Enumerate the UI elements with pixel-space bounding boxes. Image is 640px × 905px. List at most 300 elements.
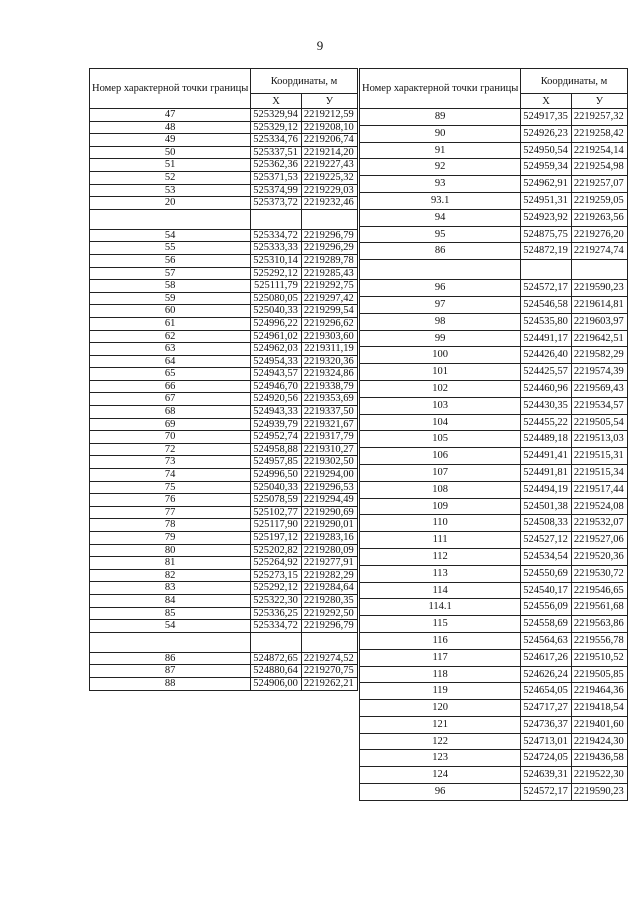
table-row [360, 448, 628, 465]
point-number-cell: 66 [90, 380, 251, 393]
coordinates-table-right [359, 68, 628, 801]
x-coordinate-cell: 524943,33 [251, 406, 302, 419]
x-coordinate-cell: 524491,81 [521, 464, 572, 481]
x-coordinate-cell: 524958,88 [251, 443, 302, 456]
point-number-cell: 20 [90, 197, 251, 210]
x-coordinate-cell: 525334,72 [251, 229, 302, 242]
y-coordinate-cell: 2219522,30 [571, 767, 627, 784]
point-number-cell: 79 [90, 532, 251, 545]
point-number-cell: 116 [360, 632, 521, 649]
point-number-cell: 121 [360, 716, 521, 733]
y-coordinate-cell: 2219582,29 [571, 347, 627, 364]
y-coordinate-cell [571, 260, 627, 280]
table-row [360, 330, 628, 347]
table-row [360, 666, 628, 683]
x-coordinate-cell: 524572,17 [521, 280, 572, 297]
coordinates-header: Координаты, м [251, 69, 358, 94]
y-coordinate-cell: 2219320,36 [301, 355, 357, 368]
point-number-cell: 105 [360, 431, 521, 448]
x-coordinate-cell: 524926,23 [521, 125, 572, 142]
point-number-cell: 60 [90, 305, 251, 318]
point-number-cell: 78 [90, 519, 251, 532]
x-coordinate-cell: 524639,31 [521, 767, 572, 784]
y-coordinate-cell: 2219290,01 [301, 519, 357, 532]
table-row [90, 229, 358, 242]
y-coordinate-cell: 2219563,86 [571, 616, 627, 633]
point-number-cell: 55 [90, 242, 251, 255]
x-coordinate-cell: 525371,53 [251, 171, 302, 184]
table-row [90, 632, 358, 652]
y-coordinate-cell: 2219524,08 [571, 498, 627, 515]
x-coordinate-cell: 524626,24 [521, 666, 572, 683]
table-row [90, 677, 358, 690]
y-coordinate-cell: 2219614,81 [571, 296, 627, 313]
point-number-cell: 52 [90, 171, 251, 184]
x-coordinate-cell: 525102,77 [251, 506, 302, 519]
point-number-cell: 119 [360, 683, 521, 700]
y-coordinate-cell: 2219310,27 [301, 443, 357, 456]
point-number-cell: 77 [90, 506, 251, 519]
point-number-cell: 70 [90, 431, 251, 444]
y-coordinate-cell: 2219337,50 [301, 406, 357, 419]
x-coordinate-cell: 524875,75 [521, 226, 572, 243]
y-coordinate-cell: 2219296,53 [301, 481, 357, 494]
x-coordinate-cell: 524996,22 [251, 317, 302, 330]
table-row [90, 620, 358, 633]
y-coordinate-cell: 2219546,65 [571, 582, 627, 599]
x-coordinate-cell: 524917,35 [521, 109, 572, 126]
table-row [360, 125, 628, 142]
point-number-header: Номер характерной точки границы [360, 69, 521, 109]
table-row [90, 431, 358, 444]
table-row [90, 254, 358, 267]
x-coordinate-cell: 524923,92 [521, 209, 572, 226]
y-coordinate-cell: 2219353,69 [301, 393, 357, 406]
x-coordinate-cell: 524572,17 [521, 784, 572, 801]
table-row [360, 414, 628, 431]
point-number-cell: 56 [90, 254, 251, 267]
point-number-cell: 122 [360, 733, 521, 750]
table-row [90, 292, 358, 305]
point-number-cell: 113 [360, 565, 521, 582]
table-row [90, 544, 358, 557]
point-number-cell: 84 [90, 594, 251, 607]
table-row [90, 557, 358, 570]
point-number-cell: 114.1 [360, 599, 521, 616]
table-row [90, 197, 358, 210]
y-coordinate-cell: 2219254,14 [571, 142, 627, 159]
y-coordinate-cell: 2219283,16 [301, 532, 357, 545]
table-row [90, 280, 358, 293]
point-number-cell: 94 [360, 209, 521, 226]
y-coordinate-cell: 2219292,50 [301, 607, 357, 620]
table-row [360, 159, 628, 176]
point-number-cell: 59 [90, 292, 251, 305]
point-number-cell: 85 [90, 607, 251, 620]
table-row [90, 532, 358, 545]
x-coordinate-cell: 524494,19 [521, 481, 572, 498]
y-coordinate-cell [301, 632, 357, 652]
y-coordinate-cell: 2219274,52 [301, 652, 357, 665]
x-coordinate-cell: 524959,34 [521, 159, 572, 176]
table-row [90, 665, 358, 678]
y-coordinate-cell: 2219338,79 [301, 380, 357, 393]
table-row [360, 582, 628, 599]
point-number-cell: 96 [360, 280, 521, 297]
x-coordinate-cell: 524962,03 [251, 343, 302, 356]
point-number-cell: 49 [90, 134, 251, 147]
x-coordinate-cell: 524957,85 [251, 456, 302, 469]
table-row [90, 184, 358, 197]
table-row [90, 469, 358, 482]
x-coordinate-cell: 525292,12 [251, 582, 302, 595]
point-number-cell: 106 [360, 448, 521, 465]
point-number-cell: 76 [90, 494, 251, 507]
y-header: У [301, 94, 357, 109]
y-coordinate-cell: 2219527,06 [571, 532, 627, 549]
y-coordinate-cell: 2219277,91 [301, 557, 357, 570]
point-number-cell: 124 [360, 767, 521, 784]
table-row [90, 582, 358, 595]
point-number-cell: 75 [90, 481, 251, 494]
point-number-cell: 87 [90, 665, 251, 678]
y-coordinate-cell: 2219418,54 [571, 700, 627, 717]
y-coordinate-cell: 2219257,07 [571, 176, 627, 193]
point-number-cell: 111 [360, 532, 521, 549]
y-coordinate-cell: 2219254,98 [571, 159, 627, 176]
x-coordinate-cell: 525111,79 [251, 280, 302, 293]
x-coordinate-cell: 525292,12 [251, 267, 302, 280]
x-coordinate-cell [251, 632, 302, 652]
table-row [360, 464, 628, 481]
y-coordinate-cell: 2219642,51 [571, 330, 627, 347]
point-number-cell: 82 [90, 569, 251, 582]
x-coordinate-cell: 524939,79 [251, 418, 302, 431]
y-coordinate-cell: 2219227,43 [301, 159, 357, 172]
x-coordinate-cell: 524534,54 [521, 548, 572, 565]
table-row [90, 443, 358, 456]
x-coordinate-cell: 525117,90 [251, 519, 302, 532]
table-row [360, 142, 628, 159]
y-coordinate-cell: 2219229,03 [301, 184, 357, 197]
y-coordinate-cell: 2219317,79 [301, 431, 357, 444]
point-number-cell: 86 [360, 243, 521, 260]
table-row [90, 494, 358, 507]
x-header: X [521, 94, 572, 109]
point-number-cell: 96 [360, 784, 521, 801]
point-number-cell: 58 [90, 280, 251, 293]
x-coordinate-cell: 524943,57 [251, 368, 302, 381]
table-row [360, 481, 628, 498]
table-row [90, 607, 358, 620]
x-coordinate-cell: 524713,01 [521, 733, 572, 750]
table-row [360, 649, 628, 666]
table-row [90, 519, 358, 532]
x-coordinate-cell: 524426,40 [521, 347, 572, 364]
point-number-cell: 73 [90, 456, 251, 469]
point-number-cell: 47 [90, 109, 251, 122]
table-row [360, 176, 628, 193]
y-coordinate-cell: 2219296,62 [301, 317, 357, 330]
point-number-cell: 118 [360, 666, 521, 683]
table-row [90, 380, 358, 393]
x-coordinate-cell: 525329,12 [251, 121, 302, 134]
y-coordinate-cell: 2219321,67 [301, 418, 357, 431]
point-number-cell: 80 [90, 544, 251, 557]
y-coordinate-cell: 2219294,00 [301, 469, 357, 482]
y-coordinate-cell: 2219276,20 [571, 226, 627, 243]
y-coordinate-cell: 2219561,68 [571, 599, 627, 616]
point-number-cell: 65 [90, 368, 251, 381]
y-coordinate-cell: 2219258,42 [571, 125, 627, 142]
point-number-cell: 91 [360, 142, 521, 159]
x-coordinate-cell: 524950,54 [521, 142, 572, 159]
table-row [360, 767, 628, 784]
point-number-cell: 93 [360, 176, 521, 193]
y-coordinate-cell: 2219289,78 [301, 254, 357, 267]
point-number-cell: 88 [90, 677, 251, 690]
y-coordinate-cell: 2219225,32 [301, 171, 357, 184]
x-coordinate-cell: 525337,51 [251, 146, 302, 159]
point-number-cell: 120 [360, 700, 521, 717]
y-coordinate-cell: 2219532,07 [571, 515, 627, 532]
x-coordinate-cell: 525080,05 [251, 292, 302, 305]
x-coordinate-cell: 524872,19 [521, 243, 572, 260]
x-coordinate-cell: 524491,17 [521, 330, 572, 347]
point-number-cell: 68 [90, 406, 251, 419]
x-coordinate-cell: 524540,17 [521, 582, 572, 599]
x-coordinate-cell: 525329,94 [251, 109, 302, 122]
x-coordinate-cell: 525322,30 [251, 594, 302, 607]
table-row [90, 134, 358, 147]
point-number-cell: 48 [90, 121, 251, 134]
x-coordinate-cell: 525362,36 [251, 159, 302, 172]
x-coordinate-cell: 524527,12 [521, 532, 572, 549]
point-number-cell: 100 [360, 347, 521, 364]
point-number-cell: 97 [360, 296, 521, 313]
x-coordinate-cell: 524724,05 [521, 750, 572, 767]
y-coordinate-cell: 2219294,49 [301, 494, 357, 507]
left-table-body [90, 109, 358, 691]
point-number-cell: 74 [90, 469, 251, 482]
x-coordinate-cell: 524717,27 [521, 700, 572, 717]
table-row [90, 368, 358, 381]
y-coordinate-cell: 2219510,52 [571, 649, 627, 666]
table-row [360, 397, 628, 414]
x-coordinate-cell: 525040,33 [251, 481, 302, 494]
y-coordinate-cell: 2219296,29 [301, 242, 357, 255]
x-coordinate-cell: 525202,82 [251, 544, 302, 557]
x-header: X [251, 94, 302, 109]
y-coordinate-cell [301, 209, 357, 229]
x-coordinate-cell: 524951,31 [521, 192, 572, 209]
table-row [360, 683, 628, 700]
point-number-cell: 104 [360, 414, 521, 431]
y-coordinate-cell: 2219574,39 [571, 364, 627, 381]
y-coordinate-cell: 2219401,60 [571, 716, 627, 733]
table-row [360, 226, 628, 243]
point-number-cell: 50 [90, 146, 251, 159]
table-row [90, 242, 358, 255]
point-number-cell: 51 [90, 159, 251, 172]
x-coordinate-cell: 525334,72 [251, 620, 302, 633]
x-coordinate-cell: 524430,35 [521, 397, 572, 414]
table-row [360, 192, 628, 209]
x-coordinate-cell: 525078,59 [251, 494, 302, 507]
x-coordinate-cell: 524920,56 [251, 393, 302, 406]
x-coordinate-cell: 524872,65 [251, 652, 302, 665]
point-number-cell: 92 [360, 159, 521, 176]
x-coordinate-cell: 524564,63 [521, 632, 572, 649]
point-number-cell: 112 [360, 548, 521, 565]
point-number-cell: 67 [90, 393, 251, 406]
y-coordinate-cell: 2219280,35 [301, 594, 357, 607]
y-coordinate-cell: 2219262,21 [301, 677, 357, 690]
table-row [360, 243, 628, 260]
coordinates-table-left [89, 68, 358, 691]
x-coordinate-cell: 524491,41 [521, 448, 572, 465]
point-number-cell: 93.1 [360, 192, 521, 209]
point-number-cell: 61 [90, 317, 251, 330]
page-number: 9 [316, 38, 324, 53]
table-row [90, 393, 358, 406]
table-row [90, 267, 358, 280]
x-coordinate-cell: 525374,99 [251, 184, 302, 197]
table-row [360, 784, 628, 801]
y-coordinate-cell: 2219464,36 [571, 683, 627, 700]
table-row [90, 121, 358, 134]
table-row [360, 716, 628, 733]
point-number-cell: 64 [90, 355, 251, 368]
y-coordinate-cell: 2219212,59 [301, 109, 357, 122]
table-row [360, 515, 628, 532]
table-row [90, 305, 358, 318]
point-number-cell: 90 [360, 125, 521, 142]
y-coordinate-cell: 2219285,43 [301, 267, 357, 280]
x-coordinate-cell: 525264,92 [251, 557, 302, 570]
x-coordinate-cell: 524558,69 [521, 616, 572, 633]
x-coordinate-cell: 524501,38 [521, 498, 572, 515]
point-number-cell: 109 [360, 498, 521, 515]
point-number-cell: 89 [360, 109, 521, 126]
x-coordinate-cell: 524736,37 [521, 716, 572, 733]
y-coordinate-cell: 2219280,09 [301, 544, 357, 557]
point-number-cell [360, 260, 521, 280]
y-coordinate-cell: 2219270,75 [301, 665, 357, 678]
x-coordinate-cell: 524508,33 [521, 515, 572, 532]
y-coordinate-cell: 2219274,74 [571, 243, 627, 260]
coordinates-header: Координаты, м [521, 69, 628, 94]
point-number-cell: 62 [90, 330, 251, 343]
y-coordinate-cell: 2219515,31 [571, 448, 627, 465]
table-row [90, 109, 358, 122]
y-coordinate-cell: 2219290,69 [301, 506, 357, 519]
y-coordinate-cell: 2219505,85 [571, 666, 627, 683]
table-row [90, 355, 358, 368]
point-number-cell: 101 [360, 364, 521, 381]
table-row [360, 632, 628, 649]
point-number-header: Номер характерной точки границы [90, 69, 251, 109]
x-coordinate-cell: 525197,12 [251, 532, 302, 545]
x-coordinate-cell: 524654,05 [521, 683, 572, 700]
x-coordinate-cell: 524946,70 [251, 380, 302, 393]
point-number-cell: 110 [360, 515, 521, 532]
x-coordinate-cell: 524425,57 [521, 364, 572, 381]
x-coordinate-cell [251, 209, 302, 229]
x-coordinate-cell: 524489,18 [521, 431, 572, 448]
x-coordinate-cell: 525273,15 [251, 569, 302, 582]
y-coordinate-cell: 2219515,34 [571, 464, 627, 481]
y-coordinate-cell: 2219517,44 [571, 481, 627, 498]
y-coordinate-cell: 2219296,79 [301, 229, 357, 242]
x-coordinate-cell: 525040,33 [251, 305, 302, 318]
table-row [90, 209, 358, 229]
y-coordinate-cell: 2219208,10 [301, 121, 357, 134]
y-coordinate-cell: 2219292,75 [301, 280, 357, 293]
y-coordinate-cell: 2219296,79 [301, 620, 357, 633]
table-row [90, 569, 358, 582]
y-coordinate-cell: 2219214,20 [301, 146, 357, 159]
table-row [360, 733, 628, 750]
x-coordinate-cell: 524455,22 [521, 414, 572, 431]
point-number-cell: 117 [360, 649, 521, 666]
table-row [360, 347, 628, 364]
x-coordinate-cell: 524996,50 [251, 469, 302, 482]
y-coordinate-cell: 2219259,05 [571, 192, 627, 209]
point-number-cell: 115 [360, 616, 521, 633]
table-row [90, 146, 358, 159]
table-row [360, 260, 628, 280]
y-coordinate-cell: 2219263,56 [571, 209, 627, 226]
table-row [360, 750, 628, 767]
point-number-cell: 83 [90, 582, 251, 595]
y-coordinate-cell: 2219424,30 [571, 733, 627, 750]
table-row [90, 594, 358, 607]
table-row [90, 317, 358, 330]
y-coordinate-cell: 2219590,23 [571, 784, 627, 801]
table-row [360, 599, 628, 616]
point-number-cell: 95 [360, 226, 521, 243]
y-coordinate-cell: 2219436,58 [571, 750, 627, 767]
y-coordinate-cell: 2219324,86 [301, 368, 357, 381]
point-number-cell: 107 [360, 464, 521, 481]
y-coordinate-cell: 2219257,32 [571, 109, 627, 126]
table-row [90, 330, 358, 343]
x-coordinate-cell: 524954,33 [251, 355, 302, 368]
y-coordinate-cell: 2219299,54 [301, 305, 357, 318]
table-row [360, 209, 628, 226]
point-number-cell: 63 [90, 343, 251, 356]
x-coordinate-cell: 524952,74 [251, 431, 302, 444]
x-coordinate-cell: 524961,02 [251, 330, 302, 343]
x-coordinate-cell: 524546,58 [521, 296, 572, 313]
x-coordinate-cell: 524550,69 [521, 565, 572, 582]
point-number-cell [90, 632, 251, 652]
table-row [360, 616, 628, 633]
point-number-cell: 99 [360, 330, 521, 347]
point-number-cell: 86 [90, 652, 251, 665]
x-coordinate-cell: 524556,09 [521, 599, 572, 616]
y-header: У [571, 94, 627, 109]
point-number-cell: 54 [90, 229, 251, 242]
y-coordinate-cell: 2219302,50 [301, 456, 357, 469]
table-row [90, 506, 358, 519]
x-coordinate-cell: 525310,14 [251, 254, 302, 267]
x-coordinate-cell: 524962,91 [521, 176, 572, 193]
table-row [90, 171, 358, 184]
table-row [360, 364, 628, 381]
point-number-cell [90, 209, 251, 229]
